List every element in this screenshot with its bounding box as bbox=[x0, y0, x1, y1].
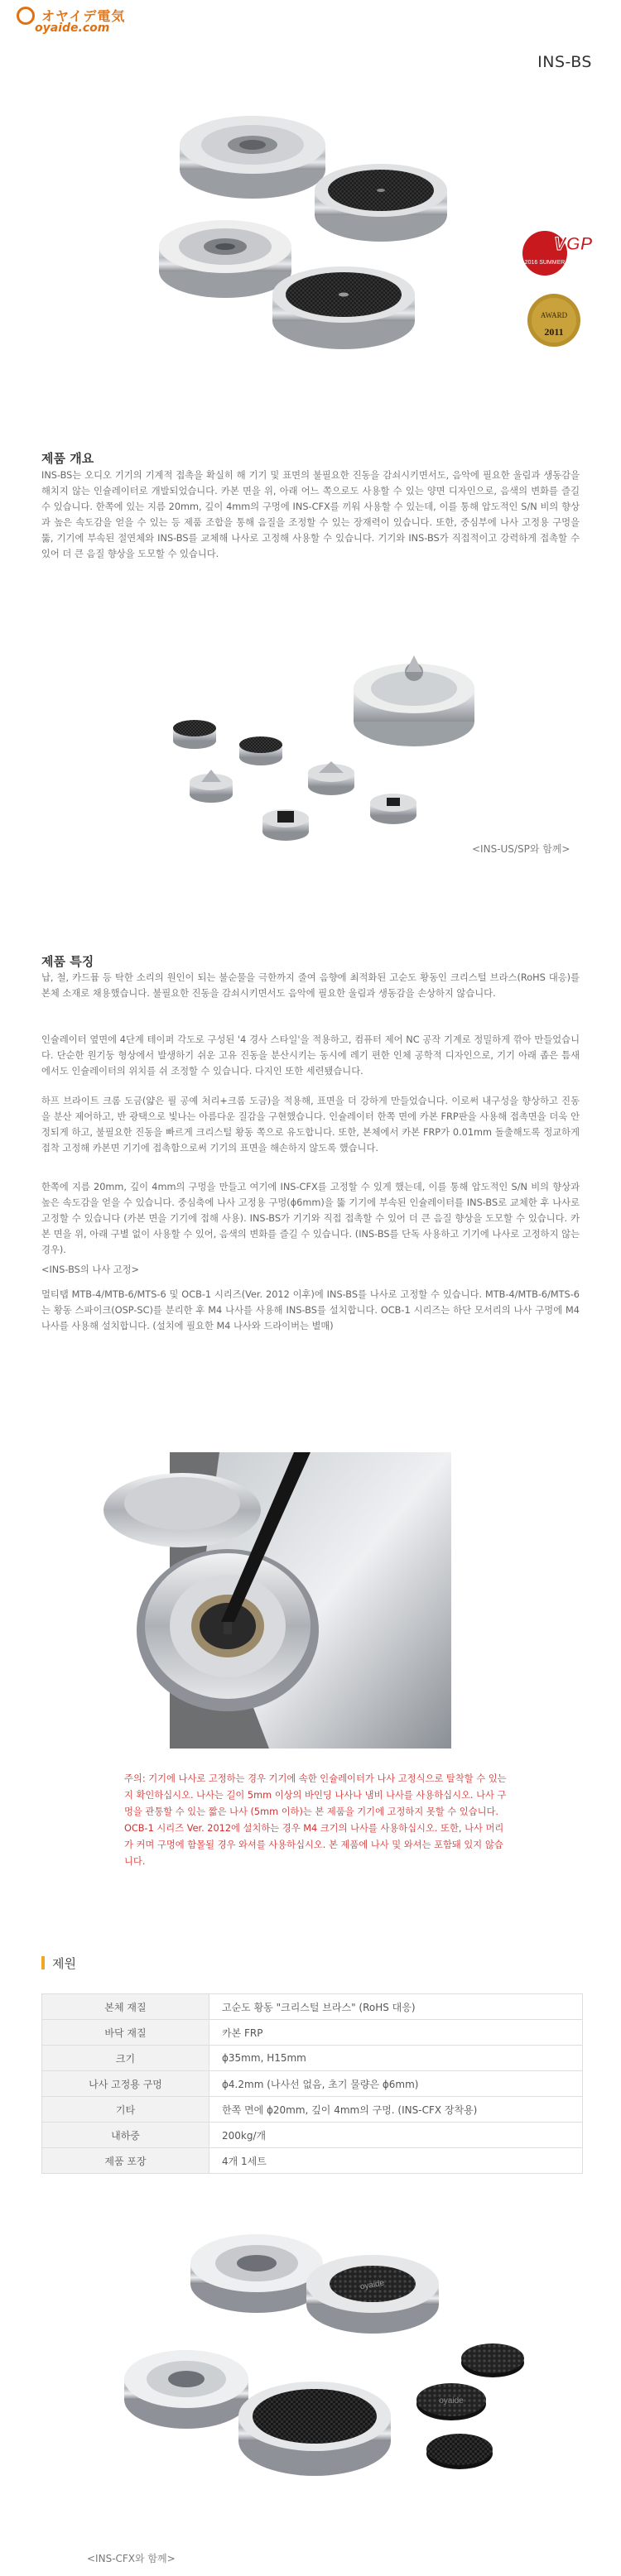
spec-value: ϕ35mm, H15mm bbox=[209, 2046, 583, 2071]
spec-row bbox=[42, 1994, 583, 2020]
spec-label: 본체 재질 bbox=[42, 1994, 209, 2020]
spec-value: 고순도 황동 "크리스털 브라스" (RoHS 대응) bbox=[209, 1994, 583, 2020]
features-subheading: <INS-BS의 나사 고정> bbox=[41, 1264, 140, 1275]
insulator-large bbox=[354, 655, 474, 746]
brand-name-jp: オヤイデ電気 bbox=[41, 8, 126, 24]
features-p2: 인슐레이터 옆면에 4단계 테이퍼 각도로 구성된 '4 경사 스타일'을 적용하고, 컴퓨터 제어 NC 공작 기계로 정밀하게 깎아 만들었습니다. 단순한 원기둥 형상에서 발생하기 쉬운 고유 진동을 분산시키는 동시에 레기 편한 인체 공학적 디자인으로, 기기 아래 좁은 틈새에서도 인슐레이터의 위치를 쉬 조정할 수 있습니다. 다지인 또한 세련됐습니다. bbox=[41, 1034, 580, 1077]
award-year: 2011 bbox=[544, 326, 564, 338]
spec-label: 나사 고정용 구멍 bbox=[42, 2071, 209, 2097]
small-spike-5 bbox=[370, 794, 416, 824]
spec-label: 기타 bbox=[42, 2097, 209, 2123]
caption-ins-cfx: <INS-CFX와 함께> bbox=[87, 2553, 176, 2564]
spec-label: 내하중 bbox=[42, 2123, 209, 2148]
spec-row bbox=[42, 2071, 583, 2097]
insulator-top bbox=[190, 2234, 323, 2313]
award-label: AWARD bbox=[540, 311, 568, 319]
product-photo-four-insulators bbox=[157, 99, 455, 372]
spec-label: 제품 포장 bbox=[42, 2148, 209, 2174]
cfx-brand-text-2: oyaide bbox=[439, 2396, 464, 2406]
caption-ins-us-sp: <INS-US/SP와 함께> bbox=[472, 843, 570, 855]
features-title: 제품 특징 bbox=[41, 954, 94, 969]
cfx-pad-1 bbox=[416, 2383, 486, 2420]
specs-accent-bar bbox=[41, 1956, 45, 1969]
insulator-right bbox=[315, 164, 447, 242]
vgp-label: VGP bbox=[554, 233, 593, 254]
spec-value: 4개 1세트 bbox=[209, 2148, 583, 2174]
insulator-front bbox=[272, 266, 415, 349]
features-p1: 납, 철, 카드뮴 등 탁한 소리의 원인이 되는 불순물을 극한까지 줄여 음향에 최적화된 고순도 황동인 크리스털 브라스(RoHS 대응)를 본체 소재로 채용했습니다. 불필요한 진동을 감쇠시키면서도 음악에 필요한 울림과 생동감을 손상하지 않습니다. bbox=[41, 972, 580, 999]
spec-row bbox=[42, 2123, 583, 2148]
overview-title: 제품 개요 bbox=[41, 451, 94, 466]
spec-label: 바닥 재질 bbox=[42, 2020, 209, 2046]
spec-value: 한쪽 면에 ϕ20mm, 깊이 4mm의 구멍. (INS-CFX 장착용) bbox=[209, 2097, 583, 2123]
specs-title: 제원 bbox=[52, 1956, 76, 1971]
insulator-with-cfx-top bbox=[306, 2255, 439, 2334]
small-spike-2 bbox=[239, 736, 282, 765]
small-spike-3 bbox=[308, 761, 354, 795]
overview-text: INS-BS는 오디오 기기의 기계적 접촉을 확실히 해 기기 및 표면의 불필요한 진동을 감쇠시키면서도, 음악에 필요한 울림과 생동감을 해치지 않는 인슐레이터로 개발되었습니다. 카본 면을 위, 아래 어느 쪽으로도 사용할 수 있는 양면 디자인으로, 음색의 변화를 즐길 수 있습니다. 한쪽에 있는 지름 20mm, 깊이 4mm의 구멍에 INS-CFX를 끼워 사용할 수 있는데, 이를 통해 압도적인 S/N 비의 향상과 높은 속도감을 얻을 수 있는 등 제품 조합을 통해 음질을 조정할 수 있는 장재력이 있습니다. 또한, 중심부에 나사 고정용 구멍을 뚫, 기기에 부속된 절연체와 INS-BS를 교체해 나사로 고정해 사용할 수 있습니다. 기기와 INS-BS가 직접적이고 강력하게 접촉할 수 있어 더 큰 음질 향상을 도모할 수 있습니다. bbox=[41, 470, 580, 559]
upper-insulator bbox=[104, 1473, 261, 1547]
spec-value: 카본 FRP bbox=[209, 2020, 583, 2046]
small-spike-6 bbox=[262, 809, 309, 841]
small-spike-1 bbox=[173, 720, 216, 749]
screw-warning-notice: 주의: 기기에 나사로 고정하는 경우 기기에 속한 인슐레이터가 나사 고정식으로 탈착할 수 있는지 확인하십시오. 나사는 길이 5mm 이상의 바인딩 나사나 냄비 나사를 사용하십시오. 나사 구멍을 관통할 수 있는 짧은 나사 (5mm 이하)는 본 제품을 기기에 고정하지 못할 수 있습니다. OCB-1 시리즈 Ver. 2012에 설치하는 경우 M4 크기의 나사를 사용하십시오. 또한, 나사 머리가 커며 구멍에 함몰될 경우 와셔를 사용하십시오. 본 제품에 나사 및 와셔는 포함돼 있지 않습니다. bbox=[124, 1773, 507, 1867]
features-p4: 한쪽에 지름 20mm, 깊이 4mm의 구멍을 만들고 여기에 INS-CFX를 고정할 수 있게 했는데, 이를 통해 압도적인 S/N 비의 향상과 높은 속도감을 얻을 수 있습니다. 중심축에 나사 고정용 구멍(ϕ6mm)을 뚫 기기에 부속된 인슐레이터를 INS-BS로 교체한 후 나사로 고정할 수 있습니다 (카본 면을 기기에 접해 사용). INS-BS가 기기와 직접 접촉할 수 있어 더 큰 음질 향상을 도모할 수 있습니다. 카본 면을 위, 아래 구별 없이 사용할 수 있어, 음색의 변화를 즐길 수 있습니다. (INS-BS를 단독 사용하고 기기에 나사로 고정하지 않는 경우). bbox=[41, 1182, 580, 1255]
product-code: INS-BS bbox=[537, 53, 592, 71]
small-spike-4 bbox=[190, 770, 233, 803]
insulator-carbon-center bbox=[238, 2382, 391, 2476]
spec-value: 200kg/개 bbox=[209, 2123, 583, 2148]
screw-installation-photo bbox=[170, 1452, 451, 1749]
spec-label: 크기 bbox=[42, 2046, 209, 2071]
page-header bbox=[0, 0, 621, 50]
brand-name-en: oyaide.com bbox=[35, 22, 110, 35]
features-p3: 하프 브라이트 크롬 도금(얇은 필 공예 처리+크롬 도금)을 적용해, 표면을 더 강하게 만들었습니다. 이로써 내구성을 향상하고 진동을 분산 제어하고, 반 광택으로 빛나는 아름다운 질감을 구현했습니다. 인슐레이터 한쪽 면에 카본 FRP판을 사용해 접촉면을 더욱 안정되게 하고, 불필요한 진동을 빠르게 크리스털 황동 쪽으로 유도합니다. 또한, 본체에서 카본 FRP가 0.01mm 돌출해도록 정교하게 접착 고정해 카본면 기기에 접촉함으로써 기기의 표면을 해손하지 않도록 했습니다. bbox=[41, 1096, 580, 1154]
product-photo-with-ins-us-sp bbox=[161, 654, 476, 844]
spec-row bbox=[42, 2046, 583, 2071]
cfx-brand-text-1: oyaide bbox=[359, 2278, 386, 2292]
specs-table bbox=[41, 1993, 583, 2174]
cfx-pad-2 bbox=[461, 2343, 524, 2377]
insulator-back bbox=[180, 116, 325, 199]
brand-logo[interactable] bbox=[17, 4, 149, 37]
spec-row bbox=[42, 2020, 583, 2046]
vgp-sub: 2016 SUMMER bbox=[524, 260, 566, 266]
cfx-pad-3 bbox=[426, 2434, 493, 2469]
spec-row bbox=[42, 2148, 583, 2174]
insulator-bottom-left bbox=[124, 2350, 248, 2429]
brand-mark-icon bbox=[17, 7, 35, 25]
features-p5: 멀티탭 MTB-4/MTB-6/MTS-6 및 OCB-1 시리즈(Ver. 2012 이후)에 INS-BS를 나사로 고정할 수 있습니다. MTB-4/MTB-6/MTS-6는 황동 스파이크(OSP-SC)를 분리한 후 M4 나사를 사용해 INS-BS를 설치합니다. OCB-1 시리즈는 하단 모서리의 나사 구멍에 M4 나사를 사용해 설치합니다. (설치에 필요한 M4 나사와 드라이버는 별매) bbox=[41, 1289, 580, 1331]
spec-value: ϕ4.2mm (나사선 없음, 초기 물량은 ϕ6mm) bbox=[209, 2071, 583, 2097]
vgp-award-badge bbox=[520, 225, 593, 278]
insulator-left bbox=[159, 220, 291, 298]
award-2011-badge bbox=[527, 291, 581, 349]
product-photo-with-ins-cfx bbox=[124, 2234, 538, 2565]
spec-row bbox=[42, 2097, 583, 2123]
